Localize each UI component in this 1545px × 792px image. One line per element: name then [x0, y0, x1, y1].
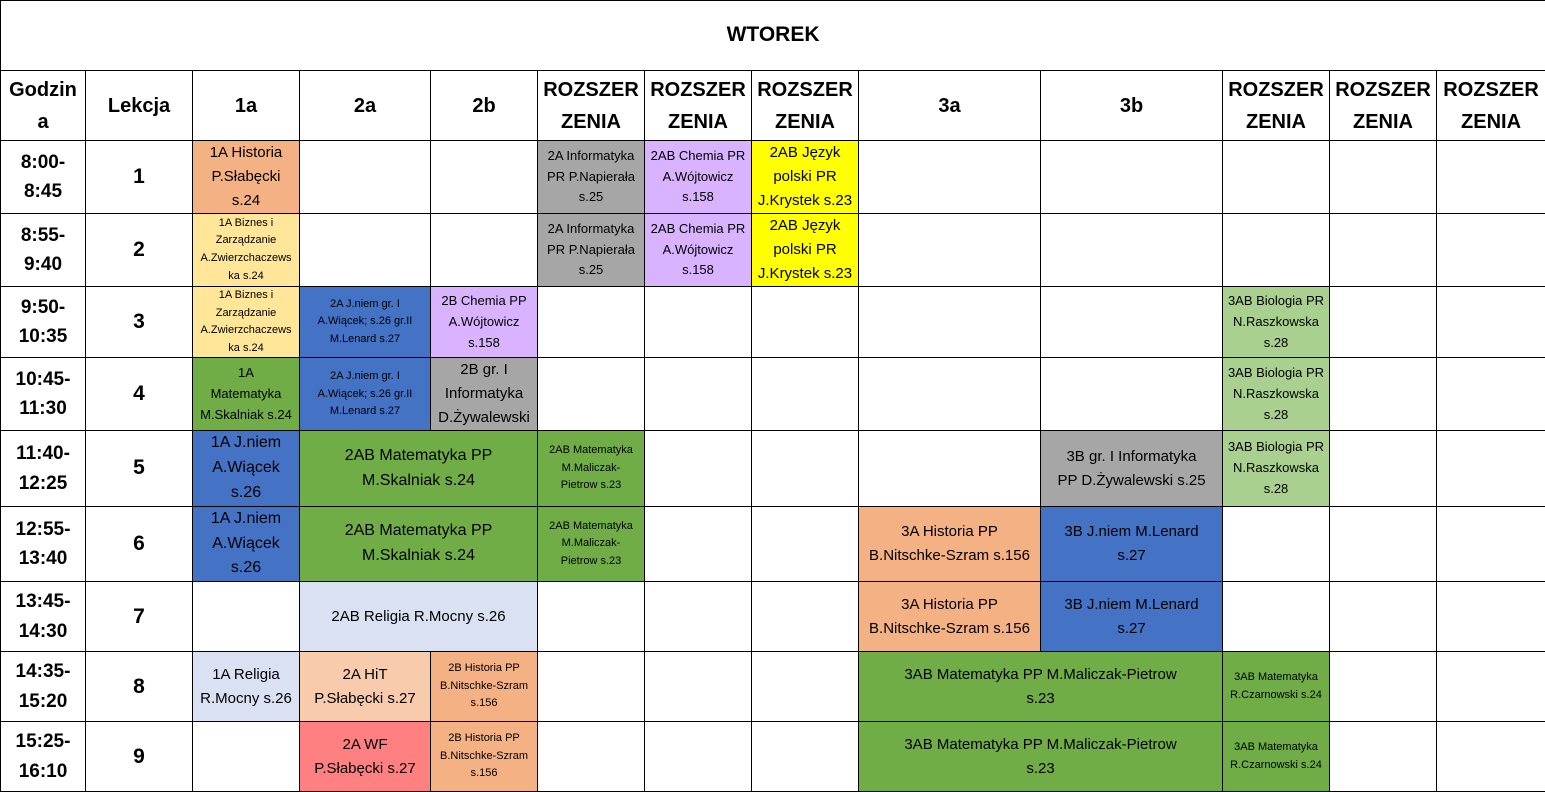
empty-cell — [752, 358, 859, 431]
class-cell: 1A Historia P.Słabęcki s.24 — [193, 141, 300, 214]
empty-cell — [1330, 722, 1437, 792]
empty-cell — [300, 141, 431, 214]
class-cell: 2AB Matematyka PP M.Skalniak s.24 — [300, 431, 538, 506]
empty-cell — [1330, 214, 1437, 287]
time-cell: 12:55- 13:40 — [1, 506, 86, 581]
class-cell: 2A WF P.Słabęcki s.27 — [300, 722, 431, 792]
class-cell: 3AB Matematyka R.Czarnowski s.24 — [1223, 652, 1330, 722]
empty-cell — [752, 506, 859, 581]
empty-cell — [1437, 582, 1545, 652]
empty-cell — [1437, 506, 1545, 581]
class-cell: 3A Historia PP B.Nitschke-Szram s.156 — [859, 582, 1041, 652]
empty-cell — [752, 287, 859, 358]
empty-cell — [1330, 141, 1437, 214]
empty-cell — [752, 722, 859, 792]
header-lesson: Lekcja — [86, 71, 193, 141]
lesson-row — [1, 214, 1545, 287]
class-cell: 2AB Język polski PR J.Krystek s.23 — [752, 214, 859, 287]
time-cell: 8:00- 8:45 — [1, 141, 86, 214]
empty-cell — [1223, 582, 1330, 652]
lesson-number: 2 — [86, 214, 193, 287]
class-cell: 2B Historia PP B.Nitschke-Szram s.156 — [431, 652, 538, 722]
empty-cell — [1041, 358, 1223, 431]
lesson-number: 4 — [86, 358, 193, 431]
class-cell: 3AB Biologia PR N.Raszkowska s.28 — [1223, 287, 1330, 358]
time-cell: 9:50- 10:35 — [1, 287, 86, 358]
class-cell: 3AB Biologia PR N.Raszkowska s.28 — [1223, 358, 1330, 431]
class-cell: 3B J.niem M.Lenard s.27 — [1041, 506, 1223, 581]
empty-cell — [538, 722, 645, 792]
class-cell: 3B J.niem M.Lenard s.27 — [1041, 582, 1223, 652]
class-cell: 2AB Język polski PR J.Krystek s.23 — [752, 141, 859, 214]
lesson-number: 9 — [86, 722, 193, 792]
class-cell: 3AB Matematyka PP M.Maliczak-Pietrow s.23 — [859, 722, 1223, 792]
day-title: WTOREK — [1, 1, 1545, 71]
empty-cell — [300, 214, 431, 287]
class-cell: 2AB Matematyka M.Maliczak- Pietrow s.23 — [538, 431, 645, 506]
class-cell: 1A Religia R.Mocny s.26 — [193, 652, 300, 722]
class-cell: 1A Matematyka M.Skalniak s.24 — [193, 358, 300, 431]
empty-cell — [1223, 506, 1330, 581]
lesson-row — [1, 506, 1545, 581]
empty-cell — [1437, 652, 1545, 722]
empty-cell — [538, 652, 645, 722]
empty-cell — [1437, 141, 1545, 214]
class-cell: 3AB Biologia PR N.Raszkowska s.28 — [1223, 431, 1330, 506]
class-cell: 2B gr. I Informatyka D.Żywalewski — [431, 358, 538, 431]
class-cell: 2A J.niem gr. I A.Wiącek; s.26 gr.II M.Lenard s.27 — [300, 358, 431, 431]
class-cell: 3AB Matematyka R.Czarnowski s.24 — [1223, 722, 1330, 792]
empty-cell — [193, 722, 300, 792]
class-cell: 2AB Religia R.Mocny s.26 — [300, 582, 538, 652]
empty-cell — [645, 506, 752, 581]
lesson-number: 6 — [86, 506, 193, 581]
time-cell: 11:40- 12:25 — [1, 431, 86, 506]
empty-cell — [193, 582, 300, 652]
empty-cell — [1330, 506, 1437, 581]
class-cell: 3AB Matematyka PP M.Maliczak-Pietrow s.23 — [859, 652, 1223, 722]
empty-cell — [1330, 287, 1437, 358]
lesson-number: 8 — [86, 652, 193, 722]
class-cell: 2AB Chemia PR A.Wójtowicz s.158 — [645, 141, 752, 214]
time-cell: 10:45- 11:30 — [1, 358, 86, 431]
header-extended-1: ROZSZER ZENIA — [538, 71, 645, 141]
empty-cell — [859, 141, 1041, 214]
empty-cell — [1330, 652, 1437, 722]
empty-cell — [1223, 214, 1330, 287]
empty-cell — [1041, 287, 1223, 358]
empty-cell — [1041, 214, 1223, 287]
lesson-number: 1 — [86, 141, 193, 214]
lesson-number: 7 — [86, 582, 193, 652]
class-cell: 1A Biznes i Zarządzanie A.Zwierzchaczews ka s.24 — [193, 214, 300, 287]
empty-cell — [1437, 722, 1545, 792]
header-extended-6: ROZSZER ZENIA — [1437, 71, 1545, 141]
empty-cell — [1041, 141, 1223, 214]
header-2b: 2b — [431, 71, 538, 141]
empty-cell — [645, 582, 752, 652]
class-cell: 2AB Matematyka PP M.Skalniak s.24 — [300, 506, 538, 581]
lesson-number: 5 — [86, 431, 193, 506]
empty-cell — [859, 214, 1041, 287]
empty-cell — [859, 287, 1041, 358]
class-cell: 2B Chemia PP A.Wójtowicz s.158 — [431, 287, 538, 358]
empty-cell — [752, 582, 859, 652]
lesson-row — [1, 287, 1545, 358]
class-cell: 1A J.niem A.Wiącek s.26 — [193, 506, 300, 581]
class-cell: 2AB Chemia PR A.Wójtowicz s.158 — [645, 214, 752, 287]
lesson-number: 3 — [86, 287, 193, 358]
empty-cell — [431, 141, 538, 214]
empty-cell — [538, 582, 645, 652]
header-3a: 3a — [859, 71, 1041, 141]
empty-cell — [1330, 431, 1437, 506]
empty-cell — [645, 652, 752, 722]
class-cell: 2A HiT P.Słabęcki s.27 — [300, 652, 431, 722]
empty-cell — [645, 722, 752, 792]
class-cell: 2B Historia PP B.Nitschke-Szram s.156 — [431, 722, 538, 792]
class-cell: 1A J.niem A.Wiącek s.26 — [193, 431, 300, 506]
lesson-row — [1, 652, 1545, 722]
header-2a: 2a — [300, 71, 431, 141]
class-cell: 2AB Matematyka M.Maliczak- Pietrow s.23 — [538, 506, 645, 581]
header-1a: 1a — [193, 71, 300, 141]
class-cell: 3B gr. I Informatyka PP D.Żywalewski s.25 — [1041, 431, 1223, 506]
empty-cell — [431, 214, 538, 287]
class-cell: 1A Biznes i Zarządzanie A.Zwierzchaczews ka s.24 — [193, 287, 300, 358]
header-extended-2: ROZSZER ZENIA — [645, 71, 752, 141]
empty-cell — [645, 358, 752, 431]
time-cell: 14:35- 15:20 — [1, 652, 86, 722]
class-cell: 2A Informatyka PR P.Napierała s.25 — [538, 214, 645, 287]
empty-cell — [1223, 141, 1330, 214]
empty-cell — [1437, 358, 1545, 431]
header-hour: Godzin a — [1, 71, 86, 141]
empty-cell — [1437, 287, 1545, 358]
empty-cell — [1330, 582, 1437, 652]
lesson-row — [1, 358, 1545, 431]
time-cell: 15:25- 16:10 — [1, 722, 86, 792]
empty-cell — [538, 358, 645, 431]
empty-cell — [1437, 431, 1545, 506]
empty-cell — [1437, 214, 1545, 287]
header-3b: 3b — [1041, 71, 1223, 141]
lesson-row — [1, 722, 1545, 792]
time-cell: 13:45- 14:30 — [1, 582, 86, 652]
header-extended-3: ROZSZER ZENIA — [752, 71, 859, 141]
time-cell: 8:55- 9:40 — [1, 214, 86, 287]
class-cell: 2A J.niem gr. I A.Wiącek; s.26 gr.II M.Lenard s.27 — [300, 287, 431, 358]
empty-cell — [752, 652, 859, 722]
lesson-row — [1, 431, 1545, 506]
class-cell: 2A Informatyka PR P.Napierała s.25 — [538, 141, 645, 214]
header-row — [1, 71, 1545, 141]
empty-cell — [645, 431, 752, 506]
empty-cell — [1330, 358, 1437, 431]
empty-cell — [752, 431, 859, 506]
header-extended-4: ROZSZER ZENIA — [1223, 71, 1330, 141]
header-extended-5: ROZSZER ZENIA — [1330, 71, 1437, 141]
class-cell: 3A Historia PP B.Nitschke-Szram s.156 — [859, 506, 1041, 581]
empty-cell — [859, 431, 1041, 506]
lesson-row — [1, 582, 1545, 652]
empty-cell — [859, 358, 1041, 431]
empty-cell — [538, 287, 645, 358]
empty-cell — [645, 287, 752, 358]
lesson-row — [1, 141, 1545, 214]
